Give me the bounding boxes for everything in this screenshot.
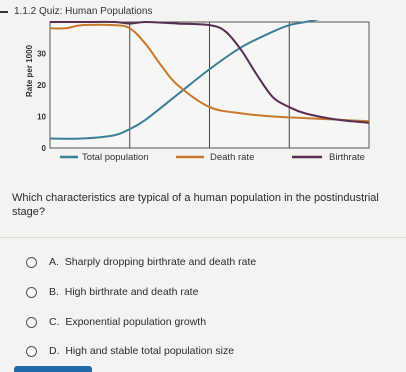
y-tick-label: 30: [37, 49, 46, 59]
menu-dash-icon: [0, 11, 8, 13]
option-c[interactable]: [26, 314, 366, 330]
legend-label: Total population: [82, 152, 149, 163]
option-c-text: C. Exponential population growth: [49, 316, 207, 328]
quiz-title: 1.1.2 Quiz: Human Populations: [14, 6, 153, 17]
population-chart: [0, 20, 406, 172]
submit-bar[interactable]: [14, 366, 92, 372]
legend-label: Death rate: [210, 152, 255, 163]
y-axis-label: Rate per 1000: [25, 44, 34, 98]
option-d[interactable]: [26, 343, 366, 359]
radio-icon[interactable]: [26, 346, 37, 357]
question-text: Which characteristics are typical of a human population in the postindustrial stage?: [12, 192, 379, 218]
quiz-header: [0, 0, 406, 22]
radio-icon[interactable]: [26, 287, 37, 298]
option-b-text: B. High birthrate and death rate: [49, 286, 199, 298]
y-tick-label: 20: [37, 81, 46, 90]
y-tick-label: 10: [37, 112, 46, 122]
radio-icon[interactable]: [26, 317, 37, 328]
option-a[interactable]: [26, 254, 366, 270]
radio-icon[interactable]: [26, 257, 37, 268]
chart-svg: [0, 20, 406, 172]
divider: [0, 237, 406, 238]
option-a-text: A. Sharply dropping birthrate and death rate: [49, 256, 257, 268]
y-tick-label: 0: [41, 144, 46, 153]
option-b[interactable]: [26, 284, 366, 300]
legend-label: Birthrate: [329, 152, 365, 163]
option-d-text: D. High and stable total population size: [49, 345, 235, 357]
